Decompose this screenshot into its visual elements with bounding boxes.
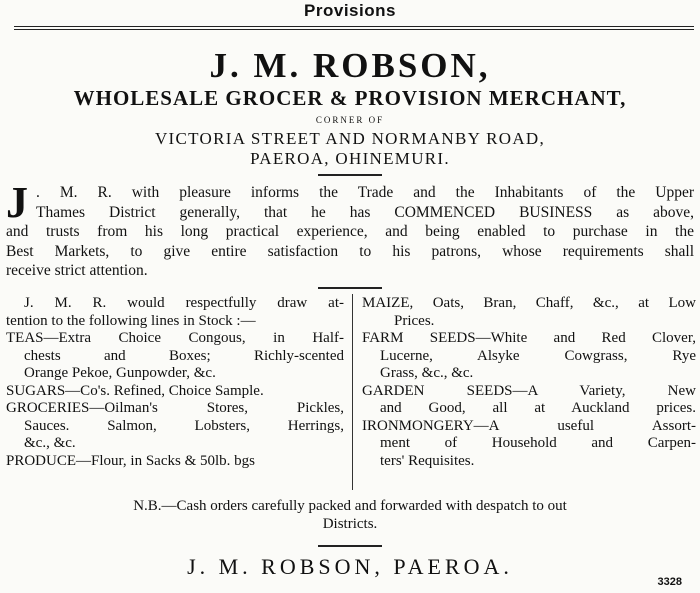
- intro-line: and trusts from his long practical experience, and being enabled to purchase in the: [6, 223, 694, 240]
- stock-line: Orange Pekoe, Gunpowder, &c.: [24, 365, 216, 381]
- stock-line: FARM SEEDS—White and Red Clover,: [362, 330, 696, 346]
- drop-cap: J: [6, 178, 28, 227]
- stock-line: MAIZE, Oats, Bran, Chaff, &c., at Low: [362, 295, 696, 311]
- corner-of-label: CORNER OF: [315, 115, 385, 125]
- merchant-trade: WHOLESALE GROCER & PROVISION MERCHANT,: [73, 86, 627, 110]
- column-divider: [352, 294, 353, 490]
- stock-line: SUGARS—Co's. Refined, Choice Sample.: [6, 382, 264, 399]
- stock-line: PRODUCE—Flour, in Sacks & 50lb. bgs: [6, 452, 256, 469]
- nb-line: N.B.—Cash orders carefully packed and forwarded with despatch to out: [133, 498, 567, 514]
- short-divider-1: [318, 174, 382, 176]
- stock-line: GARDEN SEEDS—A Variety, New: [362, 382, 696, 399]
- footer-signature: J. M. ROBSON, PAEROA.: [187, 554, 513, 579]
- top-rule: [14, 26, 694, 27]
- stock-line: &c., &c.: [24, 435, 76, 451]
- stock-list-left: [6, 295, 344, 470]
- stock-list-right: [362, 295, 696, 470]
- intro-line: receive strict attention.: [6, 262, 148, 279]
- stock-line: Grass, &c., &c.: [380, 365, 474, 381]
- stock-line: ters' Requisites.: [380, 452, 475, 469]
- stock-line: TEAS—Extra Choice Congous, in Half-: [6, 330, 344, 346]
- address-town: PAEROA, OHINEMURI.: [250, 149, 450, 168]
- intro-line: Thames District generally, that he has COMMENCED BUSINESS as above,: [36, 203, 694, 221]
- section-heading: Provisions: [304, 1, 396, 20]
- stock-line: IRONMONGERY—A useful Assort-: [362, 417, 696, 434]
- intro-line: . M. R. with pleasure informs the Trade and the Inhabitants of the Upper: [36, 184, 694, 201]
- stock-line: Prices.: [394, 312, 435, 329]
- merchant-name: J. M. ROBSON,: [209, 46, 491, 85]
- advert-reference-number: 3328: [657, 576, 682, 588]
- stock-line: Sauces. Salmon, Lobsters, Herrings,: [24, 417, 344, 434]
- stock-line: ment of Household and Carpen-: [380, 435, 696, 451]
- intro-paragraph: [6, 178, 694, 281]
- address-street: VICTORIA STREET AND NORMANBY ROAD,: [154, 129, 546, 148]
- stock-line: and Good, all at Auckland prices.: [380, 400, 696, 416]
- short-divider-2: [318, 287, 382, 289]
- top-rule-double: [14, 29, 694, 30]
- stock-line: tention to the following lines in Stock :—: [6, 312, 256, 329]
- intro-line: Best Markets, to give entire satisfaction to his patrons, whose requirements shall: [6, 242, 694, 260]
- stock-line: Lucerne, Alsyke Cowgrass, Rye: [380, 347, 696, 364]
- stock-line: GROCERIES—Oilman's Stores, Pickles,: [6, 400, 344, 416]
- nb-note: [0, 497, 700, 533]
- stock-line: chests and Boxes; Richly-scented: [24, 347, 344, 364]
- stock-line: J. M. R. would respectfully draw at-: [24, 295, 344, 311]
- nb-line: Districts.: [322, 516, 378, 532]
- short-divider-3: [318, 545, 382, 547]
